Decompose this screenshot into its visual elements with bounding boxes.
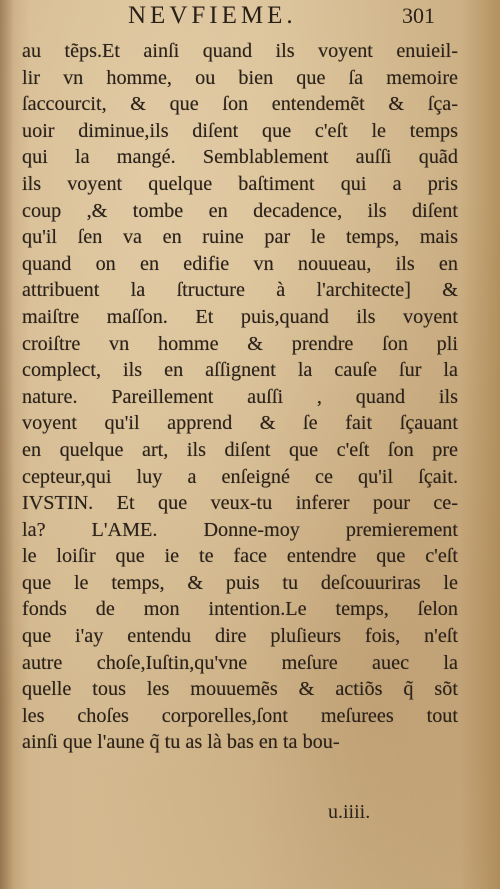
text-line: croiſtre vn homme & prendre ſon pli — [22, 332, 458, 355]
signature-mark: u.iiii. — [328, 801, 371, 823]
text-line: complect, ils en aſſignent la cauſe ſur la — [22, 359, 458, 382]
text-line: quand on en edifie vn nouueau, ils en — [22, 252, 458, 275]
spine-shadow — [0, 0, 14, 889]
page-number: 301 — [402, 3, 435, 28]
text-line: qu'il ſen va en ruine par le temps, mais — [22, 226, 458, 249]
text-line: fonds de mon intention.Le temps, ſelon — [22, 598, 458, 621]
running-title: NEVFIEME. — [128, 2, 297, 29]
text-line: cepteur,qui luy a enſeigné ce qu'il ſçait. — [22, 465, 458, 488]
text-line: voyent qu'il apprend & ſe fait ſçauant — [22, 412, 458, 435]
text-line: autre choſe,Iuſtin,qu'vne meſure auec la — [22, 651, 458, 674]
text-line: qui la mangé. Semblablement auſſi quãd — [22, 146, 458, 169]
text-line: en quelque art, ils diſent que c'eſt ſon pre — [22, 438, 458, 461]
text-line: au tẽps.Et ainſi quand ils voyent enuieil- — [22, 40, 458, 62]
page-header — [0, 2, 500, 36]
text-line: que le temps, & puis tu deſcouuriras le — [22, 571, 458, 594]
text-line: la? L'AME. Donne-moy premierement — [22, 518, 458, 541]
text-line: maiſtre maſſon. Et puis,quand ils voyent — [22, 305, 458, 328]
text-line: nature. Pareillement auſſi , quand ils — [22, 385, 458, 408]
text-line: que i'ay entendu dire pluſieurs fois, n'eſt — [22, 625, 458, 648]
text-line: ainſi que l'aune q̃ tu as là bas en ta bou- — [22, 731, 340, 754]
text-line: uoir diminue,ils diſent que c'eſt le temps — [22, 119, 458, 142]
text-line: coup ,& tombe en decadence, ils diſent — [22, 199, 458, 222]
text-line: IVSTIN. Et que veux-tu inferer pour ce- — [22, 492, 458, 515]
text-line: ſaccourcit, & que ſon entendemẽt & ſça- — [22, 93, 458, 116]
text-line: lir vn homme, ou bien que ſa memoire — [22, 66, 458, 89]
text-line: attribuent la ſtructure à l'architecte] & — [22, 279, 458, 302]
body-text — [22, 38, 458, 756]
text-line: quelle tous les mouuemẽs & actiõs q̃ sõt — [22, 678, 458, 701]
text-line: le loiſir que ie te face entendre que c'eſt — [22, 545, 458, 568]
text-line: ils voyent quelque baſtiment qui a pris — [22, 172, 458, 195]
text-line: les choſes corporelles,ſont meſurees tout — [22, 704, 458, 727]
